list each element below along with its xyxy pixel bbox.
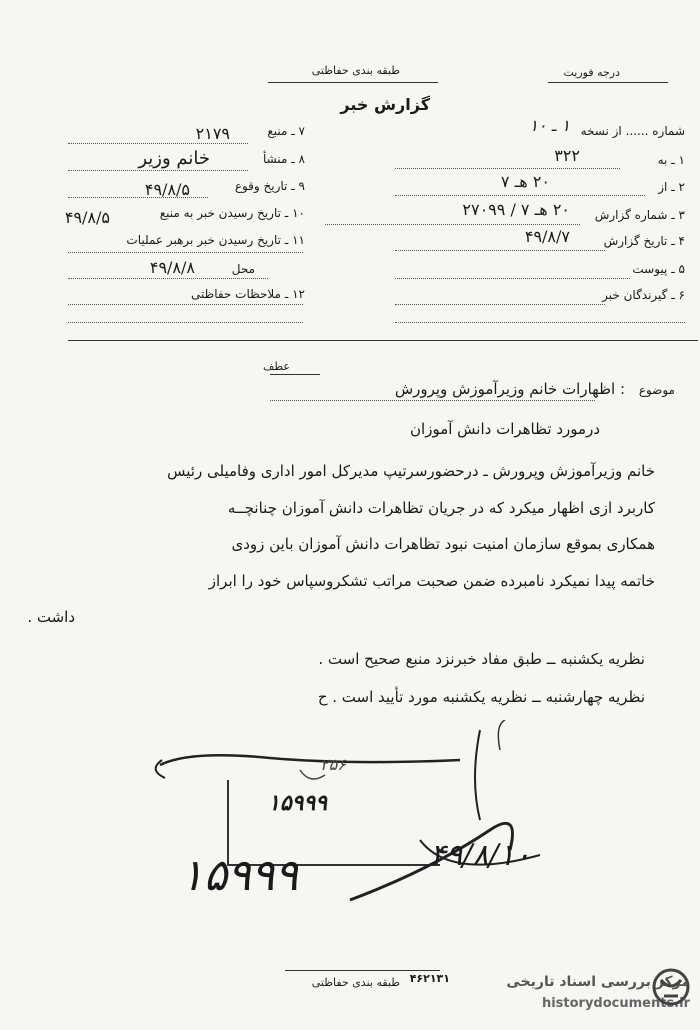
watermark-line-2: historydocuments.ir [541, 996, 690, 1011]
classification-underline [268, 82, 438, 83]
report-number-label: ۳ ـ شماره گزارش [594, 208, 685, 222]
priority-label: درجه فوریت [563, 66, 620, 79]
event-date-label: ۹ ـ تاریخ وقوع [234, 179, 305, 193]
archive-number: ۱۵۹۹۹ [180, 850, 299, 901]
watermark [420, 970, 690, 1022]
page-code: ۴۶۲۱۳۱ [409, 972, 450, 985]
classification-label-top: طبقه بندی حفاظتی [311, 64, 400, 77]
report-date-value: ۴۹/۸/۷ [524, 227, 570, 246]
attachment-label: ۵ ـ پیوست [632, 262, 685, 276]
priority-underline [548, 82, 668, 83]
body-line-1: خانم وزیرآموزش وپرورش ـ درحضورسرتیپ مدیرکل امور اداری وفامیلی رئیس [167, 462, 655, 480]
source-value: ۲۱۷۹ [195, 124, 230, 143]
event-date-value: ۴۹/۸/۵ [144, 180, 190, 199]
handwritten-stamp-number: ۱۵۹۹۹ [268, 790, 328, 816]
to-value: ۳۲۲ [554, 146, 580, 165]
place-value: ۴۹/۸/۸ [149, 258, 195, 277]
body-line-2: کاربرد ازی اظهار میکرد که در جریان تظاهرات دانش آموزان چنانچــه [227, 499, 655, 517]
origin-value: خانم وزیر [138, 148, 210, 169]
opinion-line-1: نظریه یکشنبه ــ طبق مفاد خبرنزد منبع صحیح است . [318, 650, 645, 668]
handwritten-fragment: ۲۵۶ [320, 755, 346, 774]
copy-number-label: شماره ...... از نسخه [580, 124, 685, 138]
form-separator [68, 340, 698, 341]
subject-line-1: : اظهارات خانم وزیرآموزش وپرورش [394, 380, 625, 398]
received-source-label: ۱۰ ـ تاریخ رسیدن خبر به منبع [159, 206, 305, 220]
received-source-value: ۴۹/۸/۵ [64, 208, 110, 227]
archive-logo-icon [652, 968, 690, 1006]
recipients-label: ۶ ـ گیرندگان خبر [602, 288, 685, 302]
subject-label: موضوع [638, 383, 675, 397]
opinion-line-2: نظریه چهارشنبه ــ نظریه یکشنبه مورد تأیید است . ح [317, 688, 645, 706]
report-date-label: ۴ ـ تاریخ گزارش [603, 234, 685, 248]
watermark-line-1: مرکز بررسی اسناد تاریخی [506, 974, 690, 990]
body-line-4: خاتمه پیدا نمیکرد نامبرده ضمن صحبت مراتب تشکروسپاس خود را ابراز [208, 572, 655, 590]
received-ops-label: ۱۱ ـ تاریخ رسیدن خبر برهبر عملیات [126, 233, 305, 247]
report-number-value: ۲۰ هـ ۷ / ۲۷۰۹۹ [462, 200, 570, 219]
source-label: ۷ ـ منبع [267, 124, 305, 138]
body-line-3: همکاری بموقع سازمان امنیت نبود تظاهرات دانش آموزان باین زودی [231, 535, 655, 553]
from-value: ۲۰ هـ ۷ [500, 172, 550, 191]
signature-date: ۴۹/۸/۱۰ [430, 838, 531, 873]
place-label: محل [231, 262, 255, 276]
origin-label: ۸ ـ منشأ [262, 152, 305, 166]
classification-label-bottom: طبقه بندی حفاظتی [311, 976, 400, 989]
from-label: ۲ ـ از [658, 180, 685, 194]
subject-line-2: درمورد تظاهرات دانش آموزان [410, 420, 600, 438]
notes-label: ۱۲ ـ ملاحظات حفاظتی [191, 287, 305, 301]
body-line-5: داشت . [27, 608, 75, 626]
reference-label: عطف [263, 360, 290, 373]
copy-handwritten: ۱ ـ ۱۰ [529, 116, 570, 135]
form-title: گزارش خبر [340, 95, 430, 114]
to-label: ۱ ـ به [657, 153, 685, 167]
